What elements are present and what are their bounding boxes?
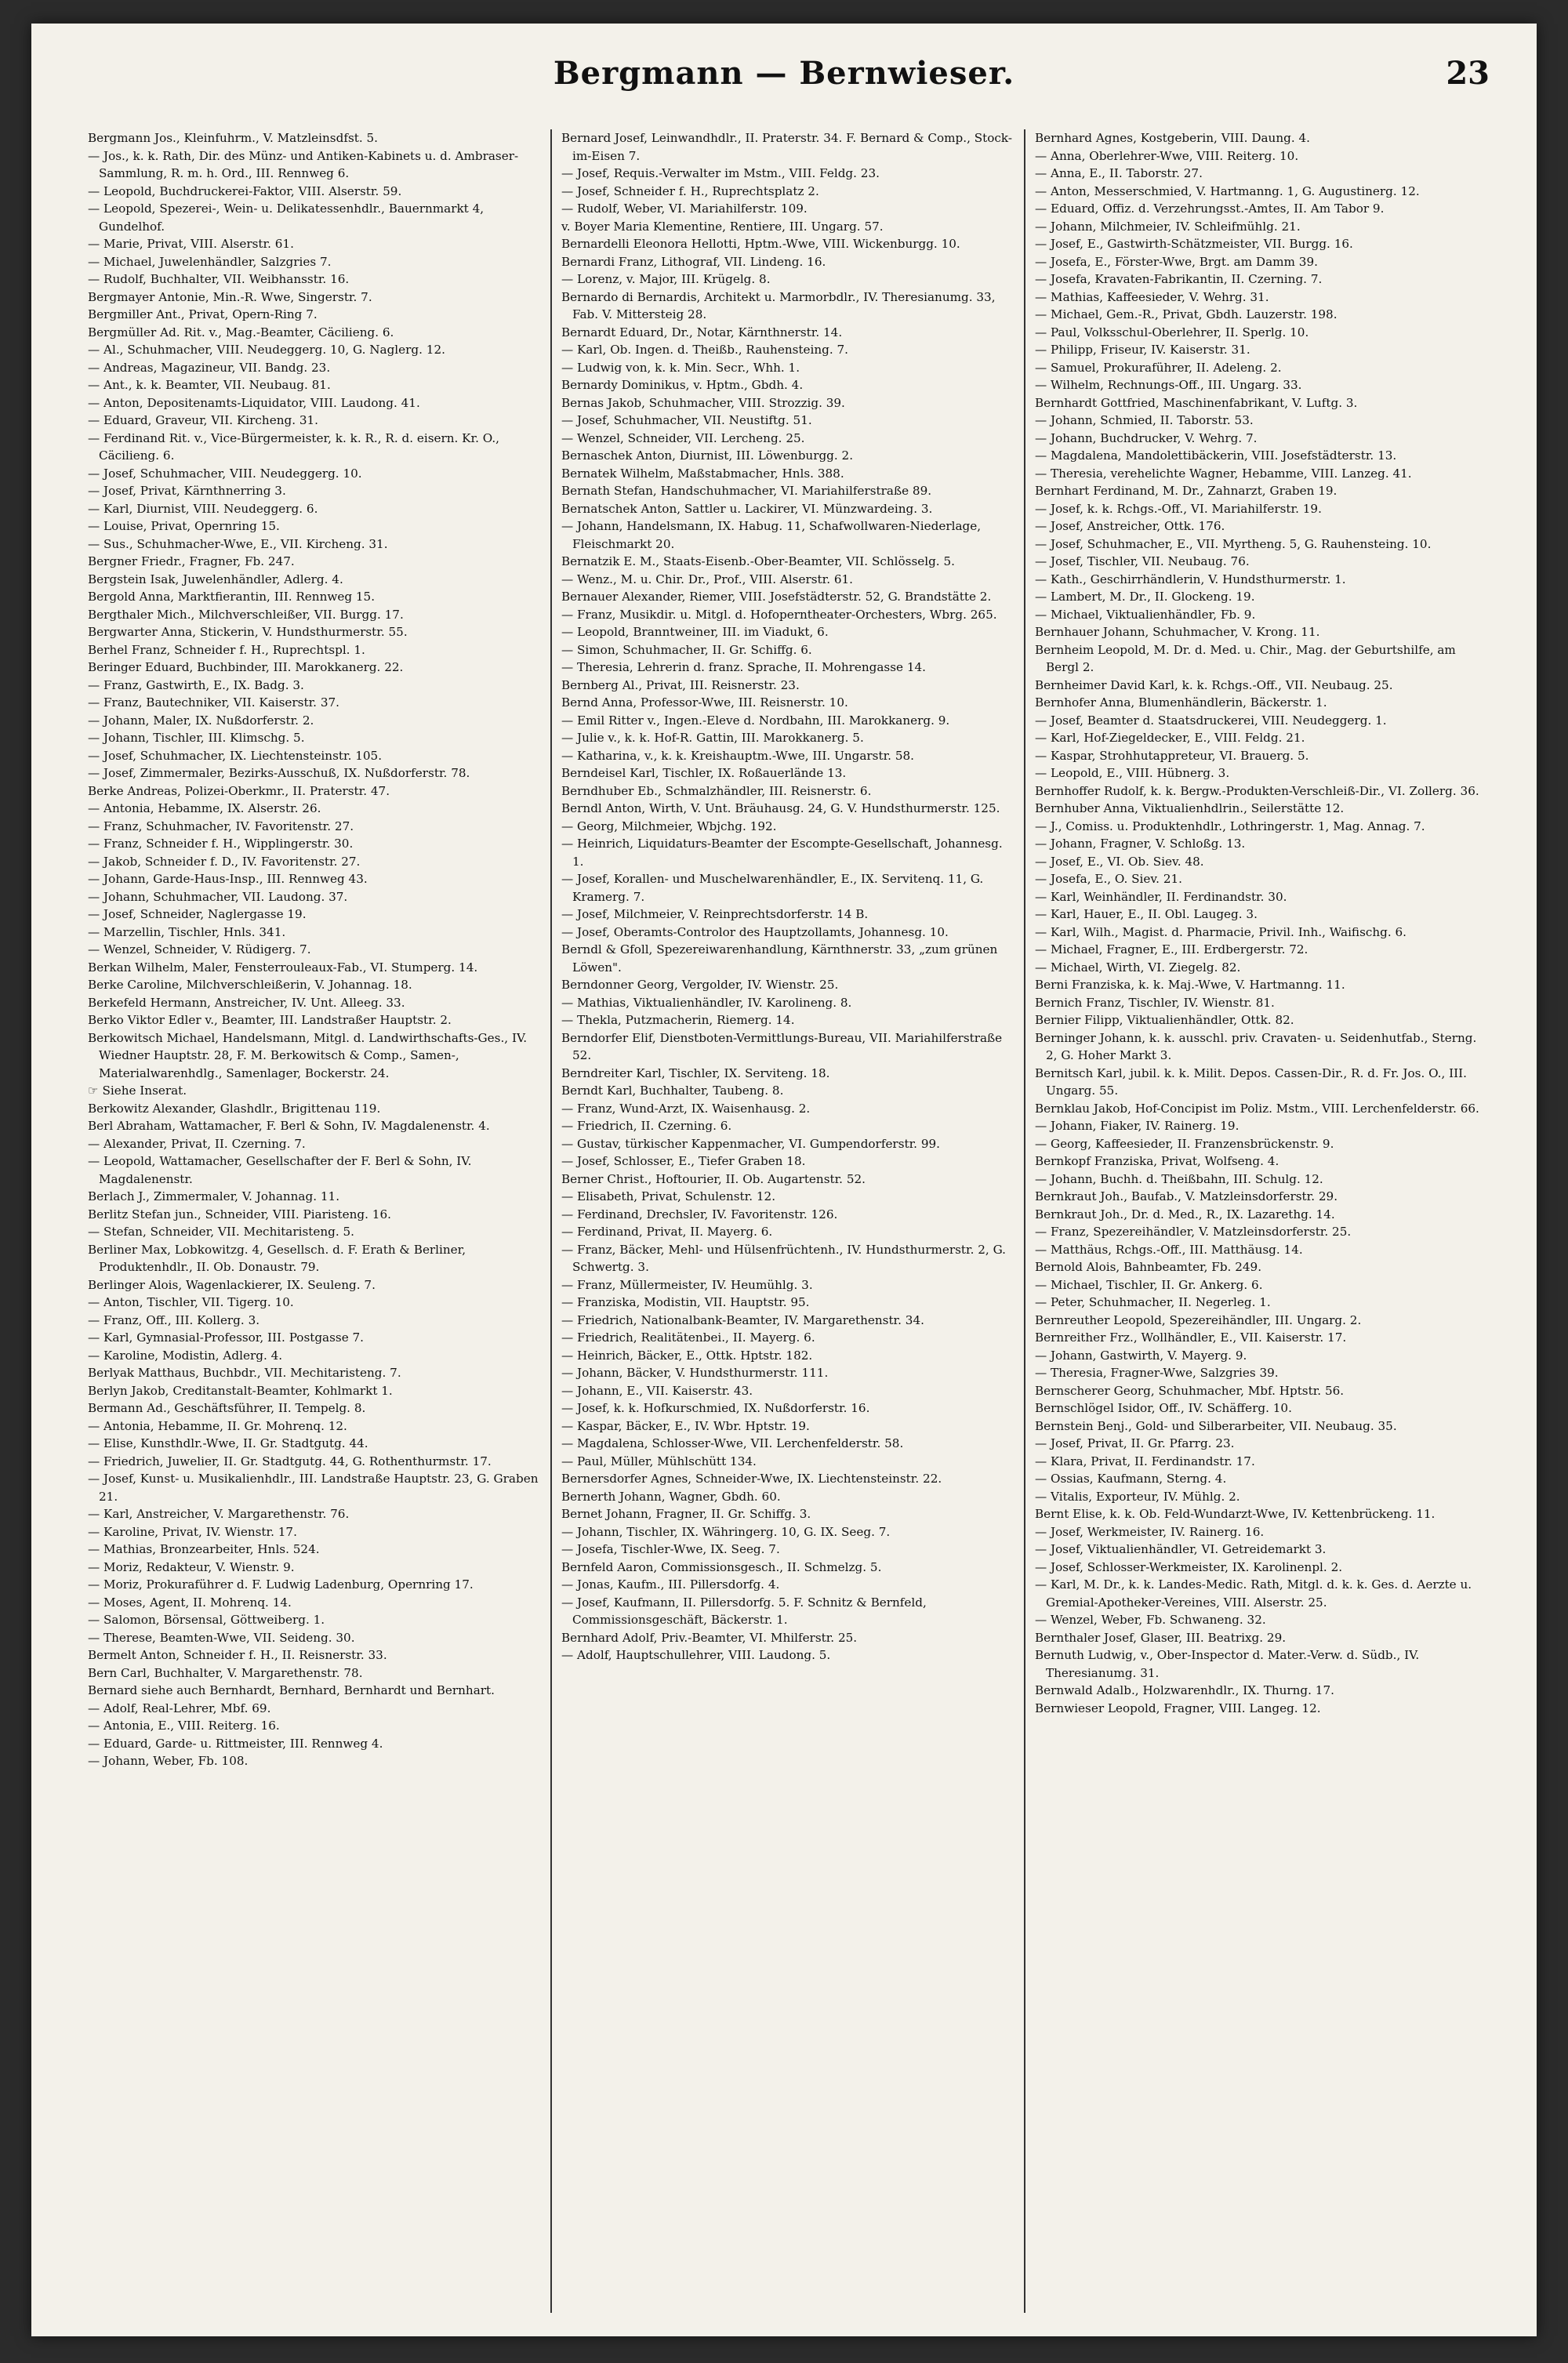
directory-entry: Bergner Friedr., Fragner, Fb. 247. — [88, 554, 295, 568]
directory-entry: — Vitalis, Exporteur, IV. Mühlg. 2. — [1035, 1489, 1240, 1504]
directory-entry: — Stefan, Schneider, VII. Mechitaristeng. 5. — [88, 1225, 355, 1239]
directory-entry: Berndonner Georg, Vergolder, IV. Wienstr. 25. — [561, 978, 839, 992]
directory-entry: — Antonia, E., VIII. Reiterg. 16. — [88, 1719, 280, 1733]
directory-entry: — Josef, Werkmeister, IV. Rainerg. 16. — [1035, 1524, 1265, 1539]
directory-entry: Bernerth Johann, Wagner, Gbdh. 60. — [561, 1489, 781, 1504]
directory-entry: — Josefa, E., O. Siev. 21. — [1035, 872, 1182, 886]
directory-entry: Bernath Stefan, Handschuhmacher, VI. Mariahilferstraße 89. — [561, 484, 932, 498]
directory-entry: — Wilhelm, Rechnungs-Off., III. Ungarg. 33. — [1035, 378, 1302, 392]
directory-entry: — Therese, Beamten-Wwe, VII. Seideng. 30. — [88, 1630, 355, 1645]
directory-entry: Bernhauer Johann, Schuhmacher, V. Krong. 11. — [1035, 625, 1320, 639]
directory-entry: — Heinrich, Bäcker, E., Ottk. Hptstr. 182. — [561, 1348, 813, 1363]
directory-columns — [78, 129, 1497, 2313]
directory-entry: — Kath., Geschirrhändlerin, V. Hundsthurmerstr. 1. — [1035, 572, 1346, 586]
directory-entry: — Michael, Gem.-R., Privat, Gbdh. Lauzerstr. 198. — [1035, 307, 1338, 321]
directory-entry: Bernhuber Anna, Viktualienhdlrin., Seilerstätte 12. — [1035, 801, 1345, 815]
directory-entry: — Michael, Tischler, II. Gr. Ankerg. 6. — [1035, 1277, 1263, 1292]
directory-entry: — Josef, Privat, II. Gr. Pfarrg. 23. — [1035, 1436, 1235, 1450]
directory-entry: — Georg, Milchmeier, Wbjchg. 192. — [561, 819, 777, 833]
directory-entry: — Anna, E., II. Taborstr. 27. — [1035, 166, 1203, 180]
directory-entry: — Josef, Oberamts-Controlor des Hauptzollamts, Johannesg. 10. — [561, 924, 949, 939]
directory-entry: — Eduard, Graveur, VII. Kircheng. 31. — [88, 413, 319, 427]
directory-entry: — Karoline, Privat, IV. Wienstr. 17. — [88, 1524, 297, 1539]
directory-entry: — Josef, Schlosser, E., Tiefer Graben 18. — [561, 1154, 806, 1168]
directory-entry: Berndl Anton, Wirth, V. Unt. Bräuhausg. 24, G. V. Hundsthurmerstr. 125. — [561, 801, 1000, 815]
directory-entry: — Wenzel, Weber, Fb. Schwaneng. 32. — [1035, 1613, 1266, 1627]
directory-entry: Bernard siehe auch Bernhardt, Bernhard, Bernhardt und Bernhart. — [88, 1683, 495, 1697]
directory-entry: — Karl, Hauer, E., II. Obl. Laugeg. 3. — [1035, 907, 1258, 921]
directory-entry: Berkowitsch Michael, Handelsmann, Mitgl. d. Landwirthschafts-Ges., IV. Wiedner Hauptstr. 28, F. M. Berkowitsch & Comp., Samen-, Materialwarenhdlg., Samenlager, Bockerstr. 24. — [88, 1030, 528, 1080]
directory-entry: — Karl, Ob. Ingen. d. Theißb., Rauhensteing. 7. — [561, 343, 848, 357]
directory-entry: — Leopold, Branntweiner, III. im Viadukt, 6. — [561, 625, 829, 639]
directory-entry: Bernhard Agnes, Kostgeberin, VIII. Daung. 4. — [1035, 131, 1310, 145]
directory-entry: — Johann, Weber, Fb. 108. — [88, 1754, 249, 1768]
directory-entry: — Friedrich, Nationalbank-Beamter, IV. Margarethenstr. 34. — [561, 1312, 924, 1327]
directory-entry: Bernhoffer Rudolf, k. k. Bergw.-Produkten-Verschleiß-Dir., VI. Zollerg. 36. — [1035, 783, 1479, 798]
directory-entry: — Johann, Buchh. d. Theißbahn, III. Schulg. 12. — [1035, 1171, 1323, 1186]
directory-entry: — Salomon, Börsensal, Göttweiberg. 1. — [88, 1613, 325, 1627]
directory-entry: — Leopold, Spezerei-, Wein- u. Delikatessenhdlr., Bauernmarkt 4, Gundelhof. — [88, 201, 485, 234]
directory-page — [31, 24, 1537, 2336]
directory-entry: Berndt Karl, Buchhalter, Taubeng. 8. — [561, 1083, 784, 1098]
directory-entry: Bergstein Isak, Juwelenhändler, Adlerg. 4. — [88, 572, 343, 586]
directory-entry: — Josef, Zimmermaler, Bezirks-Ausschuß, IX. Nußdorferstr. 78. — [88, 766, 470, 780]
directory-entry: Bernard Josef, Leinwandhdlr., II. Praterstr. 34. F. Bernard & Comp., Stock-im-Eisen 7. — [561, 131, 1012, 163]
directory-entry: — Karoline, Modistin, Adlerg. 4. — [88, 1348, 283, 1363]
directory-entry: — Karl, Hof-Ziegeldecker, E., VIII. Feldg. 21. — [1035, 731, 1305, 745]
directory-entry: — Moses, Agent, II. Mohrenq. 14. — [88, 1595, 292, 1610]
directory-entry: Berlinger Alois, Wagenlackierer, IX. Seuleng. 7. — [88, 1277, 376, 1292]
directory-entry: Bernhardt Gottfried, Maschinenfabrikant, V. Luftg. 3. — [1035, 395, 1358, 410]
directory-entry: Berlyn Jakob, Creditanstalt-Beamter, Kohlmarkt 1. — [88, 1383, 393, 1398]
directory-entry: — Johann, Fragner, V. Schloßg. 13. — [1035, 837, 1246, 851]
directory-entry: Bernardo di Bernardis, Architekt u. Marmorbdlr., IV. Theresianumg. 33, Fab. V. Mittersteig 28. — [561, 289, 996, 321]
directory-entry: — Michael, Wirth, VI. Ziegelg. 82. — [1035, 960, 1241, 975]
directory-entry: — Leopold, Wattamacher, Gesellschafter der F. Berl & Sohn, IV. Magdalenenstr. — [88, 1154, 472, 1186]
directory-entry: — Anton, Depositenamts-Liquidator, VIII. Laudong. 41. — [88, 395, 420, 410]
directory-entry: — Franz, Schuhmacher, IV. Favoritenstr. 27. — [88, 819, 354, 833]
directory-entry: Berke Caroline, Milchverschleißerin, V. Johannag. 18. — [88, 978, 412, 992]
directory-entry: — Johann, Handelsmann, IX. Habug. 11, Schafwollwaren-Niederlage, Fleischmarkt 20. — [561, 519, 982, 551]
directory-entry: — Johann, Gastwirth, V. Mayerg. 9. — [1035, 1348, 1247, 1363]
directory-entry: — Josef, Schuhmacher, VIII. Neudeggerg. 10. — [88, 466, 362, 481]
directory-entry: Berni Franziska, k. k. Maj.-Wwe, V. Hartmanng. 11. — [1035, 978, 1345, 992]
directory-entry: Berlitz Stefan jun., Schneider, VIII. Piaristeng. 16. — [88, 1207, 391, 1221]
directory-entry: Bernatzik E. M., Staats-Eisenb.-Ober-Beamter, VII. Schlösselg. 5. — [561, 554, 955, 568]
directory-entry: Bernhofer Anna, Blumenhändlerin, Bäckerstr. 1. — [1035, 695, 1327, 710]
directory-entry: — Josef, Milchmeier, V. Reinprechtsdorferstr. 14 B. — [561, 907, 869, 921]
directory-entry: Bergmann Jos., Kleinfuhrm., V. Matzleinsdfst. 5. — [88, 131, 378, 145]
directory-entry: Bernauer Alexander, Riemer, VIII. Josefstädterstr. 52, G. Brandstätte 2. — [561, 590, 992, 604]
directory-entry: — Emil Ritter v., Ingen.-Eleve d. Nordbahn, III. Marokkanerg. 9. — [561, 713, 950, 728]
directory-entry: — Moriz, Redakteur, V. Wienstr. 9. — [88, 1559, 295, 1574]
directory-entry: — Josef, Kaufmann, II. Pillersdorfg. 5. F. Schnitz & Bernfeld, Commissionsgeschäft, Bäckerstr. 1. — [561, 1595, 927, 1627]
directory-entry: — J., Comiss. u. Produktenhdlr., Lothringerstr. 1, Mag. Annag. 7. — [1035, 819, 1425, 833]
directory-entry: Bermelt Anton, Schneider f. H., II. Reisnerstr. 33. — [88, 1648, 387, 1662]
directory-entry: Bernold Alois, Bahnbeamter, Fb. 249. — [1035, 1260, 1262, 1274]
directory-entry: — Johann, Fiaker, IV. Rainerg. 19. — [1035, 1119, 1240, 1133]
directory-entry: Bernkraut Joh., Baufab., V. Matzleinsdorferstr. 29. — [1035, 1189, 1338, 1203]
directory-entry: ☞ Siehe Inserat. — [88, 1083, 187, 1098]
directory-entry: — Ossias, Kaufmann, Sterng. 4. — [1035, 1472, 1227, 1486]
directory-entry: — Franz, Musikdir. u. Mitgl. d. Hofoperntheater-Orchesters, Wbrg. 265. — [561, 607, 997, 622]
directory-entry: — Johann, Tischler, IX. Währingerg. 10, G. IX. Seeg. 7. — [561, 1524, 891, 1539]
directory-entry: Bernreither Frz., Wollhändler, E., VII. Kaiserstr. 17. — [1035, 1330, 1347, 1345]
directory-entry: — Franz, Müllermeister, IV. Heumühlg. 3. — [561, 1277, 813, 1292]
directory-entry: Berkowitz Alexander, Glashdlr., Brigittenau 119. — [88, 1101, 381, 1116]
directory-entry: — Adolf, Hauptschullehrer, VIII. Laudong. 5. — [561, 1648, 831, 1662]
directory-entry: Berninger Johann, k. k. ausschl. priv. Cravaten- u. Seidenhutfab., Sterng. 2, G. Hoher Markt 3. — [1035, 1030, 1477, 1062]
directory-entry: — Josef, k. k. Hofkurschmied, IX. Nußdorferstr. 16. — [561, 1401, 870, 1415]
directory-entry: — Johann, Maler, IX. Nußdorferstr. 2. — [88, 713, 314, 728]
directory-entry: Bernersdorfer Agnes, Schneider-Wwe, IX. Liechtensteinstr. 22. — [561, 1472, 942, 1486]
directory-entry: Bernt Elise, k. k. Ob. Feld-Wundarzt-Wwe, IV. Kettenbrückeng. 11. — [1035, 1507, 1436, 1521]
directory-entry: Bernet Johann, Fragner, II. Gr. Schiffg. 3. — [561, 1507, 811, 1521]
directory-entry: Bernardi Franz, Lithograf, VII. Lindeng. 16. — [561, 254, 826, 269]
directory-entry: Bernuth Ludwig, v., Ober-Inspector d. Mater.-Verw. d. Südb., IV. Theresianumg. 31. — [1035, 1648, 1420, 1680]
directory-entry: — Ant., k. k. Beamter, VII. Neubaug. 81. — [88, 378, 331, 392]
directory-entry: — Al., Schuhmacher, VIII. Neudeggerg. 10, G. Naglerg. 12. — [88, 343, 445, 357]
directory-entry: — Josef, Beamter d. Staatsdruckerei, VIII. Neudeggerg. 1. — [1035, 713, 1387, 728]
directory-entry: — Josef, Schneider, Naglergasse 19. — [88, 907, 307, 921]
directory-entry: — Moriz, Prokuraführer d. F. Ludwig Ladenburg, Opernring 17. — [88, 1577, 474, 1592]
directory-entry: — Karl, Weinhändler, II. Ferdinandstr. 30. — [1035, 889, 1287, 904]
directory-entry: — Paul, Volksschul-Oberlehrer, II. Sperlg. 10. — [1035, 325, 1309, 339]
directory-entry: — Anton, Messerschmied, V. Hartmanng. 1, G. Augustinerg. 12. — [1035, 183, 1420, 198]
directory-entry: Bernberg Al., Privat, III. Reisnerstr. 23. — [561, 677, 800, 692]
directory-entry: — Ferdinand Rit. v., Vice-Bürgermeister, k. k. R., R. d. eisern. Kr. O., Cäcilieng. 6. — [88, 430, 499, 463]
page-title: Bergmann — Bernwieser. — [553, 55, 1015, 92]
directory-entry: — Jonas, Kaufm., III. Pillersdorfg. 4. — [561, 1577, 780, 1592]
directory-entry: — Adolf, Real-Lehrer, Mbf. 69. — [88, 1701, 271, 1715]
directory-entry: — Samuel, Prokuraführer, II. Adeleng. 2. — [1035, 360, 1282, 375]
directory-entry: Bernardy Dominikus, v. Hptm., Gbdh. 4. — [561, 378, 804, 392]
directory-entry: — Friedrich, Juwelier, II. Gr. Stadtgutg. 44, G. Rothenthurmstr. 17. — [88, 1454, 492, 1468]
directory-entry: Bernaschek Anton, Diurnist, III. Löwenburgg. 2. — [561, 448, 854, 463]
directory-entry: — Josef, Schneider f. H., Ruprechtsplatz 2. — [561, 183, 819, 198]
directory-entry: — Gustav, türkischer Kappenmacher, VI. Gumpendorferstr. 99. — [561, 1136, 940, 1151]
directory-entry: Bernscherer Georg, Schuhmacher, Mbf. Hptstr. 56. — [1035, 1383, 1345, 1398]
directory-entry: — Marzellin, Tischler, Hnls. 341. — [88, 924, 286, 939]
directory-entry: — Josef, E., Gastwirth-Schätzmeister, VII. Burgg. 16. — [1035, 237, 1353, 251]
directory-entry: — Antonia, Hebamme, IX. Alserstr. 26. — [88, 801, 321, 815]
directory-entry: Berndorfer Elif, Dienstboten-Vermittlungs-Bureau, VII. Mariahilferstraße 52. — [561, 1030, 1003, 1062]
directory-entry: — Josef, k. k. Rchgs.-Off., VI. Mariahilferstr. 19. — [1035, 501, 1322, 516]
directory-entry: Berl Abraham, Wattamacher, F. Berl & Sohn, IV. Magdalenenstr. 4. — [88, 1119, 490, 1133]
directory-entry: — Johann, E., VII. Kaiserstr. 43. — [561, 1383, 753, 1398]
directory-entry: Bernardelli Eleonora Hellotti, Hptm.-Wwe, VIII. Wickenburgg. 10. — [561, 237, 960, 251]
directory-entry: — Magdalena, Mandolettibäckerin, VIII. Josefstädterstr. 13. — [1035, 448, 1397, 463]
directory-entry: — Franz, Schneider f. H., Wipplingerstr. 30. — [88, 837, 354, 851]
directory-entry: — Michael, Juwelenhändler, Salzgries 7. — [88, 254, 332, 269]
directory-entry: Bernier Filipp, Viktualienhändler, Ottk. 82. — [1035, 1013, 1294, 1027]
directory-entry: — Klara, Privat, II. Ferdinandstr. 17. — [1035, 1454, 1255, 1468]
directory-entry: — Lambert, M. Dr., II. Glockeng. 19. — [1035, 590, 1255, 604]
directory-entry: Bernardt Eduard, Dr., Notar, Kärnthnerstr. 14. — [561, 325, 843, 339]
directory-entry: — Rudolf, Buchhalter, VII. Weibhansstr. 16. — [88, 272, 350, 286]
directory-entry: — Josef, E., VI. Ob. Siev. 48. — [1035, 854, 1204, 869]
directory-entry: — Jakob, Schneider f. D., IV. Favoritenstr. 27. — [88, 854, 361, 869]
directory-entry: — Franz, Off., III. Kollerg. 3. — [88, 1312, 260, 1327]
directory-entry: — Leopold, Buchdruckerei-Faktor, VIII. Alserstr. 59. — [88, 183, 402, 198]
directory-entry: — Karl, Wilh., Magist. d. Pharmacie, Privil. Inh., Waifischg. 6. — [1035, 924, 1407, 939]
directory-entry: — Anton, Tischler, VII. Tigerg. 10. — [88, 1295, 294, 1309]
directory-entry: — Ferdinand, Privat, II. Mayerg. 6. — [561, 1225, 773, 1239]
directory-entry: — Josef, Schuhmacher, VII. Neustiftg. 51. — [561, 413, 812, 427]
directory-entry: — Peter, Schuhmacher, II. Negerleg. 1. — [1035, 1295, 1271, 1309]
directory-entry: — Friedrich, II. Czerning. 6. — [561, 1119, 732, 1133]
directory-entry: — Josefa, E., Förster-Wwe, Brgt. am Damm 39. — [1035, 254, 1318, 269]
directory-entry: Bernfeld Aaron, Commissionsgesch., II. Schmelzg. 5. — [561, 1559, 882, 1574]
directory-entry: Berndreiter Karl, Tischler, IX. Serviteng. 18. — [561, 1065, 830, 1080]
directory-entry: Bernwald Adalb., Holzwarenhdlr., IX. Thurng. 17. — [1035, 1683, 1334, 1697]
directory-entry: Bern Carl, Buchhalter, V. Margarethenstr. 78. — [88, 1665, 363, 1680]
directory-entry: — Friedrich, Realitätenbei., II. Mayerg. 6. — [561, 1330, 815, 1345]
directory-entry: — Johann, Milchmeier, IV. Schleifmühlg. 21. — [1035, 219, 1301, 234]
directory-entry: — Kaspar, Strohhutappreteur, VI. Brauerg. 5. — [1035, 748, 1309, 763]
directory-entry: Bernatek Wilhelm, Maßstabmacher, Hnls. 388. — [561, 466, 844, 481]
directory-entry: Bernhart Ferdinand, M. Dr., Zahnarzt, Graben 19. — [1035, 484, 1338, 498]
directory-entry: Bergwarter Anna, Stickerin, V. Hundsthurmerstr. 55. — [88, 625, 408, 639]
directory-entry: — Michael, Viktualienhändler, Fb. 9. — [1035, 607, 1256, 622]
directory-entry: — Alexander, Privat, II. Czerning. 7. — [88, 1136, 306, 1151]
directory-entry: — Louise, Privat, Opernring 15. — [88, 519, 280, 533]
directory-entry: Bernhard Adolf, Priv.-Beamter, VI. Mhilferstr. 25. — [561, 1630, 858, 1645]
directory-entry: Bernklau Jakob, Hof-Concipist im Poliz. Mstm., VIII. Lerchenfelderstr. 66. — [1035, 1101, 1479, 1116]
directory-entry: Berlyak Matthaus, Buchbdr., VII. Mechitaristeng. 7. — [88, 1366, 401, 1380]
directory-entry: — Heinrich, Liquidaturs-Beamter der Escompte-Gesellschaft, Johannesg. 1. — [561, 837, 1003, 869]
directory-entry: — Elise, Kunsthdlr.-Wwe, II. Gr. Stadtgutg. 44. — [88, 1436, 368, 1450]
directory-entry: — Anna, Oberlehrer-Wwe, VIII. Reiterg. 10. — [1035, 148, 1299, 163]
directory-entry: — Matthäus, Rchgs.-Off., III. Matthäusg. 14. — [1035, 1242, 1303, 1257]
column-right — [1024, 129, 1497, 2313]
directory-entry: — Franziska, Modistin, VII. Hauptstr. 95. — [561, 1295, 810, 1309]
directory-entry: — Andreas, Magazineur, VII. Bandg. 23. — [88, 360, 331, 375]
directory-entry: — Julie v., k. k. Hof-R. Gattin, III. Marokkanerg. 5. — [561, 731, 864, 745]
directory-entry: — Marie, Privat, VIII. Alserstr. 61. — [88, 237, 294, 251]
directory-entry: — Johann, Schmied, II. Taborstr. 53. — [1035, 413, 1254, 427]
directory-entry: — Theresia, verehelichte Wagner, Hebamme, VIII. Lanzeg. 41. — [1035, 466, 1412, 481]
directory-entry: — Theresia, Lehrerin d. franz. Sprache, II. Mohrengasse 14. — [561, 660, 926, 674]
directory-entry: — Michael, Fragner, E., III. Erdbergerstr. 72. — [1035, 942, 1308, 956]
directory-entry: Berko Viktor Edler v., Beamter, III. Landstraßer Hauptstr. 2. — [88, 1013, 452, 1027]
directory-entry: Beringer Eduard, Buchbinder, III. Marokkanerg. 22. — [88, 660, 404, 674]
directory-entry: — Wenzel, Schneider, VII. Lercheng. 25. — [561, 430, 805, 445]
directory-entry: — Franz, Bäcker, Mehl- und Hülsenfrüchtenh., IV. Hundsthurmerstr. 2, G. Schwertg. 3. — [561, 1242, 1006, 1274]
directory-entry: Bernich Franz, Tischler, IV. Wienstr. 81. — [1035, 995, 1275, 1010]
directory-entry: Berlach J., Zimmermaler, V. Johannag. 11. — [88, 1189, 340, 1203]
directory-entry: — Wenz., M. u. Chir. Dr., Prof., VIII. Alserstr. 61. — [561, 572, 854, 586]
directory-entry: Bernthaler Josef, Glaser, III. Beatrixg. 29. — [1035, 1630, 1287, 1645]
directory-entry: — Georg, Kaffeesieder, II. Franzensbrückenstr. 9. — [1035, 1136, 1334, 1151]
page-header — [78, 55, 1490, 102]
directory-entry: — Franz, Bautechniker, VII. Kaiserstr. 37. — [88, 695, 339, 710]
directory-entry: — Ludwig von, k. k. Min. Secr., Whh. 1. — [561, 360, 800, 375]
directory-entry: — Josef, Schuhmacher, IX. Liechtensteinstr. 105. — [88, 748, 383, 763]
directory-entry: — Jos., k. k. Rath, Dir. des Münz- und Antiken-Kabinets u. d. Ambraser-Sammlung, R. m. h. Ord., III. Rennweg 6. — [88, 148, 519, 180]
column-left — [78, 129, 550, 2313]
directory-entry: — Franz, Spezereihändler, V. Matzleinsdorferstr. 25. — [1035, 1225, 1352, 1239]
directory-entry: — Johann, Bäcker, V. Hundsthurmerstr. 111. — [561, 1366, 829, 1380]
directory-entry: — Eduard, Offiz. d. Verzehrungsst.-Amtes, II. Am Tabor 9. — [1035, 201, 1385, 216]
directory-entry: — Karl, Diurnist, VIII. Neudeggerg. 6. — [88, 501, 318, 516]
directory-entry: — Leopold, E., VIII. Hübnerg. 3. — [1035, 766, 1230, 780]
directory-entry: Bernatschek Anton, Sattler u. Lackirer, VI. Münzwardeing. 3. — [561, 501, 933, 516]
directory-entry: Bernwieser Leopold, Fragner, VIII. Langeg. 12. — [1035, 1701, 1321, 1715]
directory-entry: Berkefeld Hermann, Anstreicher, IV. Unt. Alleeg. 33. — [88, 995, 405, 1010]
directory-entry: Bernreuther Leopold, Spezereihändler, III. Ungarg. 2. — [1035, 1312, 1362, 1327]
directory-entry: — Mathias, Kaffeesieder, V. Wehrg. 31. — [1035, 289, 1269, 304]
directory-entry: — Josef, Tischler, VII. Neubaug. 76. — [1035, 554, 1250, 568]
directory-entry: Bernitsch Karl, jubil. k. k. Milit. Depos. Cassen-Dir., R. d. Fr. Jos. O., III. Ungarg. 55. — [1035, 1065, 1467, 1098]
directory-entry: Bernheimer David Karl, k. k. Rchgs.-Off., VII. Neubaug. 25. — [1035, 677, 1393, 692]
directory-entry: — Karl, M. Dr., k. k. Landes-Medic. Rath, Mitgl. d. k. k. Ges. d. Aerzte u. Gremial-Apotheker-Vereines, VIII. Alserstr. 25. — [1035, 1577, 1472, 1610]
column-middle — [550, 129, 1024, 2313]
directory-entry: — Theresia, Fragner-Wwe, Salzgries 39. — [1035, 1366, 1279, 1380]
directory-entry: — Philipp, Friseur, IV. Kaiserstr. 31. — [1035, 343, 1250, 357]
directory-entry: Bergthaler Mich., Milchverschleißer, VII. Burgg. 17. — [88, 607, 404, 622]
directory-entry: — Josef, Viktualienhändler, VI. Getreidemarkt 3. — [1035, 1542, 1327, 1556]
directory-entry: v. Boyer Maria Klementine, Rentiere, III. Ungarg. 57. — [561, 219, 884, 234]
directory-entry: — Josef, Privat, Kärnthnerring 3. — [88, 484, 286, 498]
directory-entry: — Josef, Korallen- und Muschelwarenhändler, E., IX. Servitenq. 11, G. Kramerg. 7. — [561, 872, 984, 904]
directory-entry: — Johann, Schuhmacher, VII. Laudong. 37. — [88, 889, 348, 904]
directory-entry: — Wenzel, Schneider, V. Rüdigerg. 7. — [88, 942, 311, 956]
directory-entry: — Johann, Tischler, III. Klimschg. 5. — [88, 731, 305, 745]
directory-entry: — Mathias, Viktualienhändler, IV. Karolineng. 8. — [561, 995, 852, 1010]
directory-entry: — Eduard, Garde- u. Rittmeister, III. Rennweg 4. — [88, 1736, 383, 1751]
directory-entry: — Johann, Buchdrucker, V. Wehrg. 7. — [1035, 430, 1258, 445]
directory-entry: — Rudolf, Weber, VI. Mariahilferstr. 109. — [561, 201, 808, 216]
directory-entry: — Paul, Müller, Mühlschütt 134. — [561, 1454, 757, 1468]
directory-entry: — Johann, Garde-Haus-Insp., III. Rennweg 43. — [88, 872, 368, 886]
directory-entry: — Ferdinand, Drechsler, IV. Favoritenstr. 126. — [561, 1207, 838, 1221]
directory-entry: Bernschlögel Isidor, Off., IV. Schäfferg. 10. — [1035, 1401, 1292, 1415]
directory-entry: — Kaspar, Bäcker, E., IV. Wbr. Hptstr. 19. — [561, 1418, 810, 1433]
directory-entry: — Sus., Schuhmacher-Wwe, E., VII. Kircheng. 31. — [88, 536, 388, 551]
directory-entry: — Karl, Gymnasial-Professor, III. Postgasse 7. — [88, 1330, 365, 1345]
directory-entry: Bergmayer Antonie, Min.-R. Wwe, Singerstr. 7. — [88, 289, 372, 304]
directory-entry: Berkan Wilhelm, Maler, Fensterrouleaux-Fab., VI. Stumperg. 14. — [88, 960, 478, 975]
directory-entry: — Josef, Requis.-Verwalter im Mstm., VIII. Feldg. 23. — [561, 166, 880, 180]
directory-entry: Bergold Anna, Marktfierantin, III. Rennweg 15. — [88, 590, 376, 604]
directory-entry: — Katharina, v., k. k. Kreishauptm.-Wwe, III. Ungarstr. 58. — [561, 748, 914, 763]
directory-entry: — Franz, Gastwirth, E., IX. Badg. 3. — [88, 677, 304, 692]
directory-entry: — Thekla, Putzmacherin, Riemerg. 14. — [561, 1013, 795, 1027]
directory-entry: Berke Andreas, Polizei-Oberkmr., II. Praterstr. 47. — [88, 783, 390, 798]
directory-entry: — Magdalena, Schlosser-Wwe, VII. Lerchenfelderstr. 58. — [561, 1436, 904, 1450]
directory-entry: Berliner Max, Lobkowitzg. 4, Gesellsch. d. F. Erath & Berliner, Produktenhdlr., II. Ob. Donaustr. 79. — [88, 1242, 466, 1274]
directory-entry: — Antonia, Hebamme, II. Gr. Mohrenq. 12. — [88, 1418, 347, 1433]
directory-entry: — Josef, Kunst- u. Musikalienhdlr., III. Landstraße Hauptstr. 23, G. Graben 21. — [88, 1472, 539, 1504]
directory-entry: Berndhuber Eb., Schmalzhändler, III. Reisnerstr. 6. — [561, 783, 872, 798]
directory-entry: Bergmüller Ad. Rit. v., Mag.-Beamter, Cäcilieng. 6. — [88, 325, 394, 339]
directory-entry: — Josefa, Kravaten-Fabrikantin, II. Czerning. 7. — [1035, 272, 1323, 286]
directory-entry: — Josef, Schlosser-Werkmeister, IX. Karolinenpl. 2. — [1035, 1559, 1343, 1574]
directory-entry: — Josefa, Tischler-Wwe, IX. Seeg. 7. — [561, 1542, 780, 1556]
directory-entry: Bergmiller Ant., Privat, Opern-Ring 7. — [88, 307, 318, 321]
directory-entry: Bernas Jakob, Schuhmacher, VIII. Strozzig. 39. — [561, 395, 845, 410]
directory-entry: — Simon, Schuhmacher, II. Gr. Schiffg. 6. — [561, 642, 812, 657]
directory-entry: — Josef, Anstreicher, Ottk. 176. — [1035, 519, 1225, 533]
directory-entry: Bermann Ad., Geschäftsführer, II. Tempelg. 8. — [88, 1401, 366, 1415]
directory-entry: Bernkopf Franziska, Privat, Wolfseng. 4. — [1035, 1154, 1279, 1168]
directory-entry: Berhel Franz, Schneider f. H., Ruprechtspl. 1. — [88, 642, 365, 657]
directory-entry: — Lorenz, v. Major, III. Krügelg. 8. — [561, 272, 771, 286]
directory-entry: Bernd Anna, Professor-Wwe, III. Reisnerstr. 10. — [561, 695, 848, 710]
directory-entry: Berner Christ., Hoftourier, II. Ob. Augartenstr. 52. — [561, 1171, 866, 1186]
directory-entry: Bernstein Benj., Gold- und Silberarbeiter, VII. Neubaug. 35. — [1035, 1418, 1397, 1433]
page-number: 23 — [1446, 55, 1490, 92]
directory-entry: Bernkraut Joh., Dr. d. Med., R., IX. Lazarethg. 14. — [1035, 1207, 1335, 1221]
directory-entry: Berndeisel Karl, Tischler, IX. Roßauerlände 13. — [561, 766, 847, 780]
directory-entry: — Mathias, Bronzearbeiter, Hnls. 524. — [88, 1542, 320, 1556]
directory-entry: — Karl, Anstreicher, V. Margarethenstr. 76. — [88, 1507, 350, 1521]
directory-entry: — Elisabeth, Privat, Schulenstr. 12. — [561, 1189, 776, 1203]
directory-entry: Berndl & Gfoll, Spezereiwarenhandlung, Kärnthnerstr. 33, „zum grünen Löwen". — [561, 942, 998, 975]
directory-entry: Bernheim Leopold, M. Dr. d. Med. u. Chir., Mag. der Geburtshilfe, am Bergl 2. — [1035, 642, 1456, 674]
directory-entry: — Josef, Schuhmacher, E., VII. Myrtheng. 5, G. Rauhensteing. 10. — [1035, 536, 1432, 551]
directory-entry: — Franz, Wund-Arzt, IX. Waisenhausg. 2. — [561, 1101, 811, 1116]
